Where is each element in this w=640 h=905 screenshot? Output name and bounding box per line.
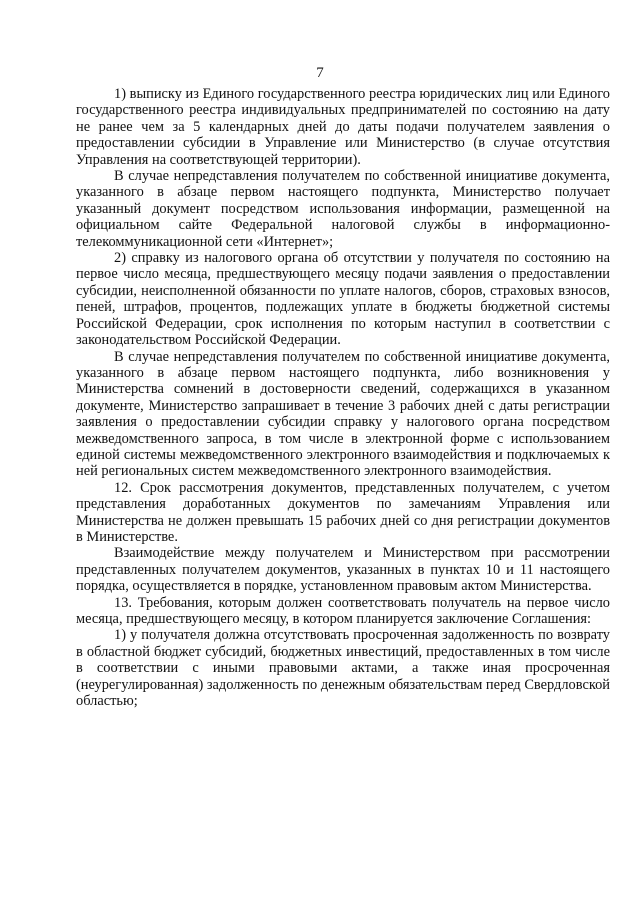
paragraph-interaction: Взаимодействие между получателем и Министерством при рассмотрении представленных получателем документов, указанных в пунктах 10 и 11 настоящего порядка, осуществляется в порядке, установленном правовым актом Министерства. <box>76 545 610 595</box>
paragraph-extract-nonsubmission: В случае непредставления получателем по собственной инициативе документа, указанного в абзаце первом настоящего подпункта, Министерство получает указанный документ посредством использования информации, размещенной на официальном сайте Федеральной налоговой службы в информационно-телекоммуникационной сети «Интернет»; <box>76 168 610 250</box>
paragraph-tax-certificate-nonsubmission: В случае непредставления получателем по собственной инициативе документа, указанного в абзаце первом настоящего подпункта, либо возникновения у Министерства сомнений в достоверности сведений, содержащихся в указанном документе, Министерство запрашивает в течение 3 рабочих дней с даты регистрации заявления о предоставлении субсидии справку у налогового органа посредством межведомственного запроса, в том числе в электронной форме с использованием единой системы межведомственного электронного взаимодействия и подключаемых к ней региональных систем межведомственного электронного взаимодействия. <box>76 348 610 480</box>
paragraph-item-12-review-period: 12. Срок рассмотрения документов, представленных получателем, с учетом представления доработанных документов по замечаниям Управления или Министерства не должен превышать 15 рабочих дней со дня регистрации документов в Министерстве. <box>76 479 610 545</box>
document-body <box>76 86 610 709</box>
paragraph-subitem-2-tax-certificate: 2) справку из налогового органа об отсутствии у получателя по состоянию на первое число месяца, предшествующего месяцу подачи заявления о предоставлении субсидии, неисполненной обязанности по уплате налогов, сборов, страховых взносов, пеней, штрафов, процентов, подлежащих уплате в бюджеты бюджетной системы Российской Федерации, срок исполнения по которым наступил в соответствии с законодательством Российской Федерации. <box>76 250 610 349</box>
paragraph-item-13-requirements: 13. Требования, которым должен соответствовать получатель на первое число месяца, предшествующего месяцу, в котором планируется заключение Соглашения: <box>76 594 610 627</box>
paragraph-subitem-1-extract: 1) выписку из Единого государственного реестра юридических лиц или Единого государственного реестра индивидуальных предпринимателей по состоянию на дату не ранее чем за 5 календарных дней до даты подачи получателем заявления о предоставлении субсидии в Управление или Министерство (в случае отсутствия Управления на соответствующей территории). <box>76 86 610 168</box>
paragraph-requirement-1-debt: 1) у получателя должна отсутствовать просроченная задолженность по возврату в областной бюджет субсидий, бюджетных инвестиций, предоставленных в том числе в соответствии с иными правовыми актами, а также иная просроченная (неурегулированная) задолженность по денежным обязательствам перед Свердловской областью; <box>76 627 610 710</box>
page-number: 7 <box>316 65 324 81</box>
